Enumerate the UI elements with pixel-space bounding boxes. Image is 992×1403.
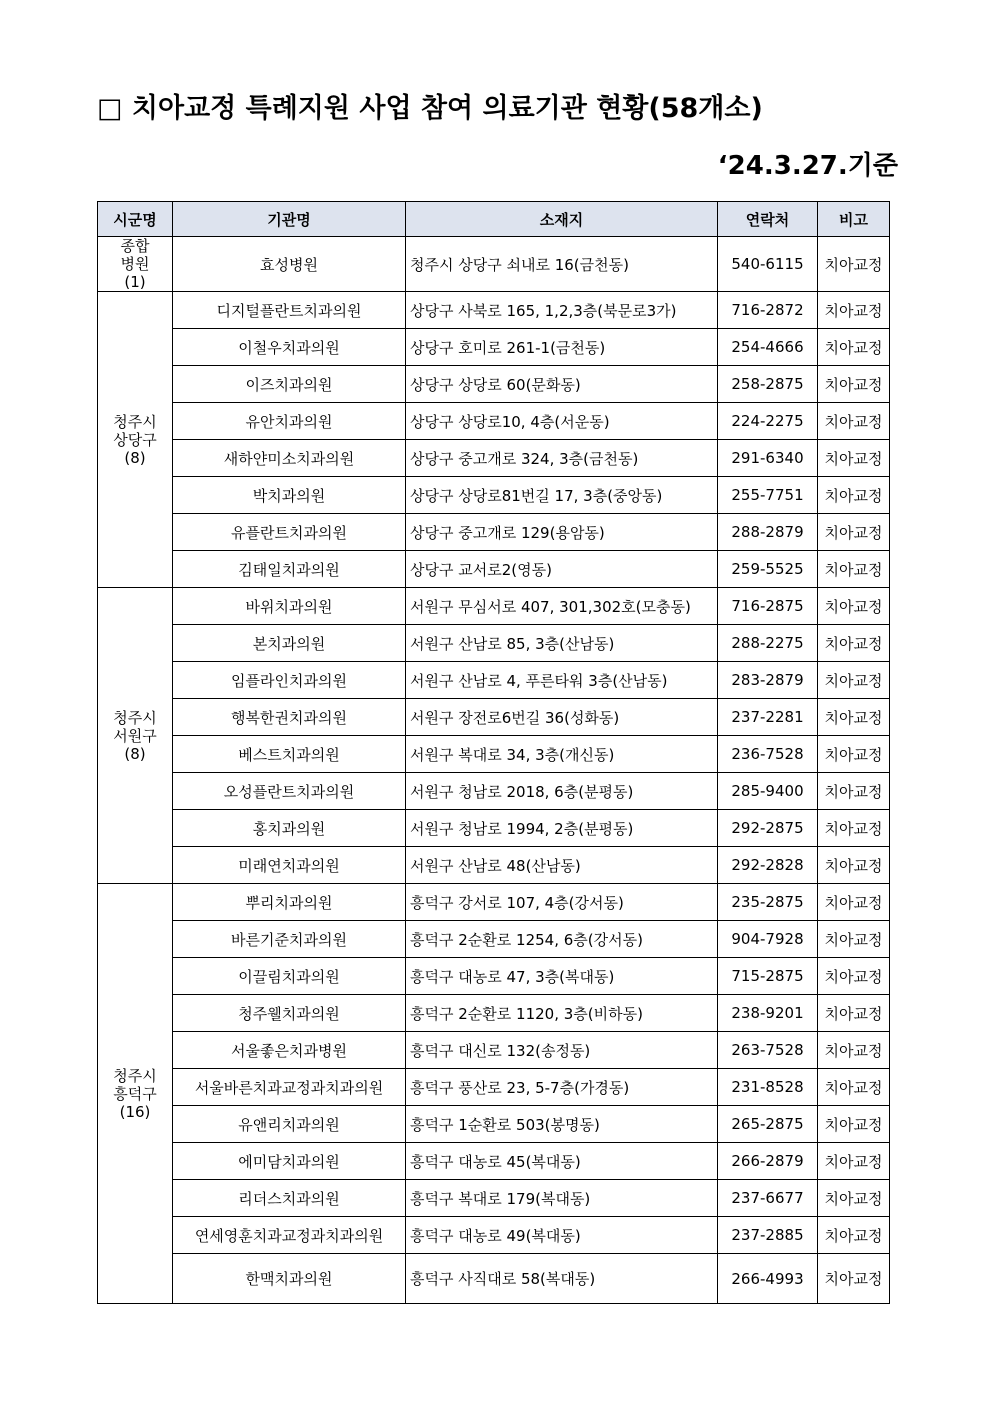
region-label-line: 청주시 — [113, 412, 157, 431]
note-cell: 치아교정 — [818, 1106, 890, 1143]
region-label-line: 상당구 — [113, 430, 157, 449]
column-header-phone: 연락처 — [718, 202, 818, 237]
region-label-line: 병원 — [120, 255, 150, 273]
institution-name-cell: 서울좋은치과병원 — [173, 1032, 406, 1069]
institution-name-cell: 행복한권치과의원 — [173, 699, 406, 736]
institution-name-cell: 바른기준치과의원 — [173, 921, 406, 958]
institution-name-cell: 뿌리치과의원 — [173, 884, 406, 921]
note-cell: 치아교정 — [818, 810, 890, 847]
column-header-note: 비고 — [818, 202, 890, 237]
phone-cell: 265-2875 — [718, 1106, 818, 1143]
table-row — [98, 810, 890, 847]
institution-name-cell: 한맥치과의원 — [173, 1254, 406, 1304]
institution-name-cell: 유플란트치과의원 — [173, 514, 406, 551]
phone-cell: 716-2875 — [718, 588, 818, 625]
table-row — [98, 1217, 890, 1254]
phone-cell: 237-2281 — [718, 699, 818, 736]
table-row — [98, 921, 890, 958]
region-label-line: (1) — [124, 273, 146, 291]
phone-cell: 266-4993 — [718, 1254, 818, 1304]
institution-name-cell: 본치과의원 — [173, 625, 406, 662]
phone-cell: 540-6115 — [718, 237, 818, 292]
table-row — [98, 1106, 890, 1143]
phone-cell: 224-2275 — [718, 403, 818, 440]
table-row — [98, 884, 890, 921]
address-cell: 서원구 산남로 48(산남동) — [406, 847, 718, 884]
phone-cell: 254-4666 — [718, 329, 818, 366]
institution-name-cell: 서울바른치과교정과치과의원 — [173, 1069, 406, 1106]
table-row — [98, 1143, 890, 1180]
note-cell: 치아교정 — [818, 366, 890, 403]
clinic-table — [97, 201, 890, 1304]
table-row — [98, 551, 890, 588]
address-cell: 서원구 청남로 2018, 6층(분평동) — [406, 773, 718, 810]
note-cell: 치아교정 — [818, 625, 890, 662]
address-cell: 상당구 중고개로 324, 3층(금천동) — [406, 440, 718, 477]
address-cell: 서원구 무심서로 407, 301,302호(모충동) — [406, 588, 718, 625]
note-cell: 치아교정 — [818, 514, 890, 551]
note-cell: 치아교정 — [818, 736, 890, 773]
note-cell: 치아교정 — [818, 477, 890, 514]
institution-name-cell: 이즈치과의원 — [173, 366, 406, 403]
column-header-region: 시군명 — [98, 202, 173, 237]
table-row — [98, 1032, 890, 1069]
phone-cell: 236-7528 — [718, 736, 818, 773]
phone-cell: 285-9400 — [718, 773, 818, 810]
phone-cell: 904-7928 — [718, 921, 818, 958]
phone-cell: 238-9201 — [718, 995, 818, 1032]
address-cell: 흥덕구 대농로 47, 3층(복대동) — [406, 958, 718, 995]
note-cell: 치아교정 — [818, 1032, 890, 1069]
phone-cell: 292-2828 — [718, 847, 818, 884]
note-cell: 치아교정 — [818, 1254, 890, 1304]
note-cell: 치아교정 — [818, 551, 890, 588]
region-label-line: 청주시 — [113, 708, 157, 727]
phone-cell: 255-7751 — [718, 477, 818, 514]
region-cell — [98, 588, 173, 884]
note-cell: 치아교정 — [818, 1143, 890, 1180]
institution-name-cell: 청주웰치과의원 — [173, 995, 406, 1032]
phone-cell: 259-5525 — [718, 551, 818, 588]
note-cell: 치아교정 — [818, 1069, 890, 1106]
institution-name-cell: 바위치과의원 — [173, 588, 406, 625]
note-cell: 치아교정 — [818, 995, 890, 1032]
address-cell: 흥덕구 사직대로 58(복대동) — [406, 1254, 718, 1304]
address-cell: 흥덕구 2순환로 1120, 3층(비하동) — [406, 995, 718, 1032]
region-label-line: 청주시 — [113, 1066, 157, 1085]
institution-name-cell: 새하얀미소치과의원 — [173, 440, 406, 477]
table-row — [98, 403, 890, 440]
institution-name-cell: 에미담치과의원 — [173, 1143, 406, 1180]
phone-cell: 292-2875 — [718, 810, 818, 847]
table-row — [98, 1069, 890, 1106]
table-row — [98, 588, 890, 625]
region-label-line: (16) — [119, 1102, 151, 1121]
table-row — [98, 237, 890, 292]
address-cell: 흥덕구 복대로 179(복대동) — [406, 1180, 718, 1217]
address-cell: 상당구 사북로 165, 1,2,3층(북문로3가) — [406, 292, 718, 329]
address-cell: 상당구 중고개로 129(용암동) — [406, 514, 718, 551]
table-row — [98, 1180, 890, 1217]
address-cell: 흥덕구 풍산로 23, 5-7층(가경동) — [406, 1069, 718, 1106]
note-cell: 치아교정 — [818, 884, 890, 921]
table-row — [98, 699, 890, 736]
table-header-row — [98, 202, 890, 237]
phone-cell: 235-2875 — [718, 884, 818, 921]
note-cell: 치아교정 — [818, 958, 890, 995]
address-cell: 흥덕구 대농로 49(복대동) — [406, 1217, 718, 1254]
column-header-institution: 기관명 — [173, 202, 406, 237]
institution-name-cell: 홍치과의원 — [173, 810, 406, 847]
document-title: □ 치아교정 특례지원 사업 참여 의료기관 현황(58개소) — [97, 93, 763, 124]
address-cell: 서원구 산남로 4, 푸른타워 3층(산남동) — [406, 662, 718, 699]
table-body — [98, 237, 890, 1304]
institution-name-cell: 박치과의원 — [173, 477, 406, 514]
address-cell: 상당구 호미로 261-1(금천동) — [406, 329, 718, 366]
table-row — [98, 662, 890, 699]
table-row — [98, 958, 890, 995]
table-row — [98, 995, 890, 1032]
note-cell: 치아교정 — [818, 699, 890, 736]
note-cell: 치아교정 — [818, 237, 890, 292]
region-label-line: 종합 — [120, 237, 150, 255]
region-label-line: (8) — [124, 744, 146, 763]
note-cell: 치아교정 — [818, 1217, 890, 1254]
note-cell: 치아교정 — [818, 292, 890, 329]
address-cell: 상당구 상당로81번길 17, 3층(중앙동) — [406, 477, 718, 514]
region-label-line: (8) — [124, 448, 146, 467]
address-cell: 서원구 청남로 1994, 2층(분평동) — [406, 810, 718, 847]
note-cell: 치아교정 — [818, 329, 890, 366]
address-cell: 서원구 복대로 34, 3층(개신동) — [406, 736, 718, 773]
phone-cell: 288-2275 — [718, 625, 818, 662]
phone-cell: 716-2872 — [718, 292, 818, 329]
institution-name-cell: 임플라인치과의원 — [173, 662, 406, 699]
phone-cell: 283-2879 — [718, 662, 818, 699]
reference-date: ‘24.3.27.기준 — [717, 151, 898, 181]
phone-cell: 715-2875 — [718, 958, 818, 995]
note-cell: 치아교정 — [818, 588, 890, 625]
phone-cell: 237-2885 — [718, 1217, 818, 1254]
address-cell: 흥덕구 2순환로 1254, 6층(강서동) — [406, 921, 718, 958]
institution-name-cell: 유앤리치과의원 — [173, 1106, 406, 1143]
phone-cell: 288-2879 — [718, 514, 818, 551]
institution-name-cell: 디지털플란트치과의원 — [173, 292, 406, 329]
address-cell: 서원구 산남로 85, 3층(산남동) — [406, 625, 718, 662]
table-row — [98, 736, 890, 773]
address-cell: 상당구 상당로10, 4층(서운동) — [406, 403, 718, 440]
phone-cell: 263-7528 — [718, 1032, 818, 1069]
address-cell: 흥덕구 대신로 132(송정동) — [406, 1032, 718, 1069]
address-cell: 흥덕구 1순환로 503(봉명동) — [406, 1106, 718, 1143]
note-cell: 치아교정 — [818, 921, 890, 958]
region-cell — [98, 237, 173, 292]
institution-name-cell: 효성병원 — [173, 237, 406, 292]
note-cell: 치아교정 — [818, 440, 890, 477]
column-header-address: 소재지 — [406, 202, 718, 237]
note-cell: 치아교정 — [818, 1180, 890, 1217]
table-row — [98, 292, 890, 329]
address-cell: 상당구 상당로 60(문화동) — [406, 366, 718, 403]
table-row — [98, 329, 890, 366]
table-row — [98, 625, 890, 662]
address-cell: 흥덕구 강서로 107, 4층(강서동) — [406, 884, 718, 921]
region-label-line: 서원구 — [113, 726, 157, 745]
institution-name-cell: 베스트치과의원 — [173, 736, 406, 773]
institution-name-cell: 이끌림치과의원 — [173, 958, 406, 995]
note-cell: 치아교정 — [818, 847, 890, 884]
institution-name-cell: 오성플란트치과의원 — [173, 773, 406, 810]
region-label-line: 흥덕구 — [113, 1084, 157, 1103]
phone-cell: 237-6677 — [718, 1180, 818, 1217]
address-cell: 서원구 장전로6번길 36(성화동) — [406, 699, 718, 736]
phone-cell: 266-2879 — [718, 1143, 818, 1180]
phone-cell: 291-6340 — [718, 440, 818, 477]
phone-cell: 258-2875 — [718, 366, 818, 403]
address-cell: 상당구 교서로2(영동) — [406, 551, 718, 588]
table-row — [98, 477, 890, 514]
address-cell: 청주시 상당구 쇠내로 16(금천동) — [406, 237, 718, 292]
region-cell — [98, 884, 173, 1304]
institution-name-cell: 미래연치과의원 — [173, 847, 406, 884]
note-cell: 치아교정 — [818, 403, 890, 440]
note-cell: 치아교정 — [818, 662, 890, 699]
institution-name-cell: 리더스치과의원 — [173, 1180, 406, 1217]
table-row — [98, 773, 890, 810]
table-row — [98, 440, 890, 477]
table-row — [98, 847, 890, 884]
region-cell — [98, 292, 173, 588]
table-row — [98, 514, 890, 551]
table-row — [98, 366, 890, 403]
institution-name-cell: 김태일치과의원 — [173, 551, 406, 588]
note-cell: 치아교정 — [818, 773, 890, 810]
institution-name-cell: 유안치과의원 — [173, 403, 406, 440]
institution-name-cell: 이철우치과의원 — [173, 329, 406, 366]
institution-name-cell: 연세영훈치과교정과치과의원 — [173, 1217, 406, 1254]
address-cell: 흥덕구 대농로 45(복대동) — [406, 1143, 718, 1180]
phone-cell: 231-8528 — [718, 1069, 818, 1106]
table-row — [98, 1254, 890, 1304]
